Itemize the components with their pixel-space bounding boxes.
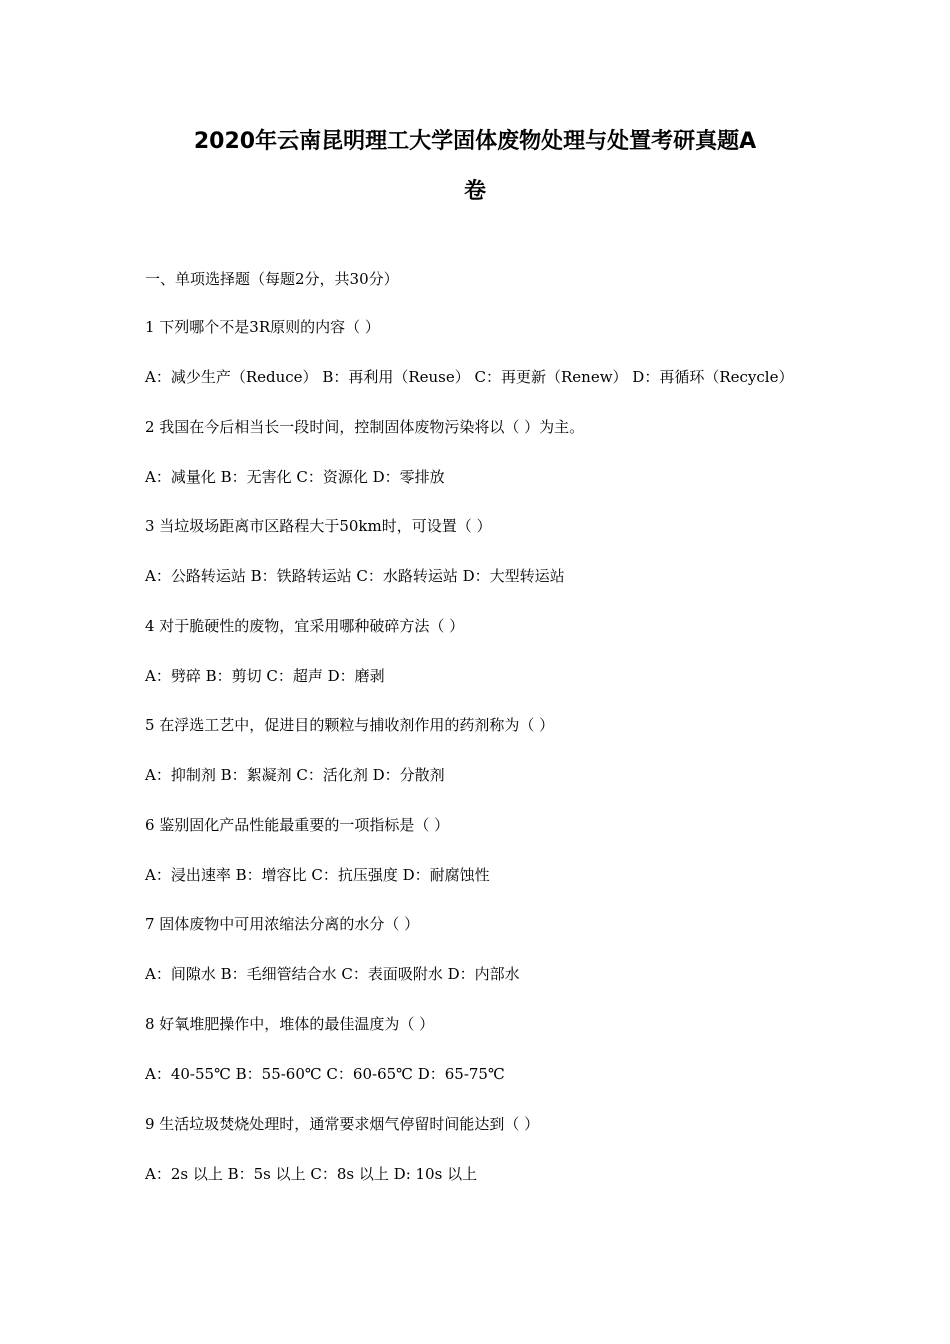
question-3-stem: 3 当垃圾场距离市区路程大于50km时，可设置（ ） bbox=[145, 517, 492, 535]
question-3-options: A：公路转运站 B：铁路转运站 C：水路转运站 D：大型转运站 bbox=[145, 567, 565, 585]
question-1-stem: 1 下列哪个不是3R原则的内容（ ） bbox=[145, 318, 380, 336]
question-8-options: A：40-55℃ B：55-60℃ C：60-65℃ D：65-75℃ bbox=[145, 1065, 505, 1083]
question-5-stem: 5 在浮选工艺中，促进目的颗粒与捕收剂作用的药剂称为（ ） bbox=[145, 716, 555, 734]
section-heading: 一、单项选择题（每题2分，共30分） bbox=[145, 270, 399, 288]
question-5-options: A：抑制剂 B：絮凝剂 C：活化剂 D：分散剂 bbox=[145, 766, 445, 784]
question-8-stem: 8 好氧堆肥操作中，堆体的最佳温度为（ ） bbox=[145, 1015, 435, 1033]
question-9-options: A：2s 以上 B：5s 以上 C：8s 以上 D: 10s 以上 bbox=[145, 1165, 478, 1183]
question-7-options: A：间隙水 B：毛细管结合水 C：表面吸附水 D：内部水 bbox=[145, 965, 520, 983]
question-4-options: A：劈碎 B：剪切 C：超声 D：磨剥 bbox=[145, 667, 385, 685]
question-4-stem: 4 对于脆硬性的废物，宜采用哪种破碎方法（ ） bbox=[145, 617, 465, 635]
question-9-stem: 9 生活垃圾焚烧处理时，通常要求烟气停留时间能达到（ ） bbox=[145, 1115, 540, 1133]
document-title-line-1: 2020年云南昆明理工大学固体废物处理与处置考研真题A bbox=[193, 129, 757, 154]
question-2-options: A：减量化 B：无害化 C：资源化 D：零排放 bbox=[145, 468, 445, 486]
question-6-stem: 6 鉴别固化产品性能最重要的一项指标是（ ） bbox=[145, 816, 450, 834]
question-6-options: A：浸出速率 B：增容比 C：抗压强度 D：耐腐蚀性 bbox=[145, 866, 490, 884]
document-title-line-2: 卷 bbox=[463, 179, 486, 204]
question-1-options: A：减少生产（Reduce） B：再利用（Reuse） C：再更新（Renew） D：再循环（Recycle） bbox=[145, 368, 794, 386]
question-2-stem: 2 我国在今后相当长一段时间，控制固体废物污染将以（ ）为主。 bbox=[145, 418, 585, 436]
question-7-stem: 7 固体废物中可用浓缩法分离的水分（ ） bbox=[145, 915, 420, 933]
